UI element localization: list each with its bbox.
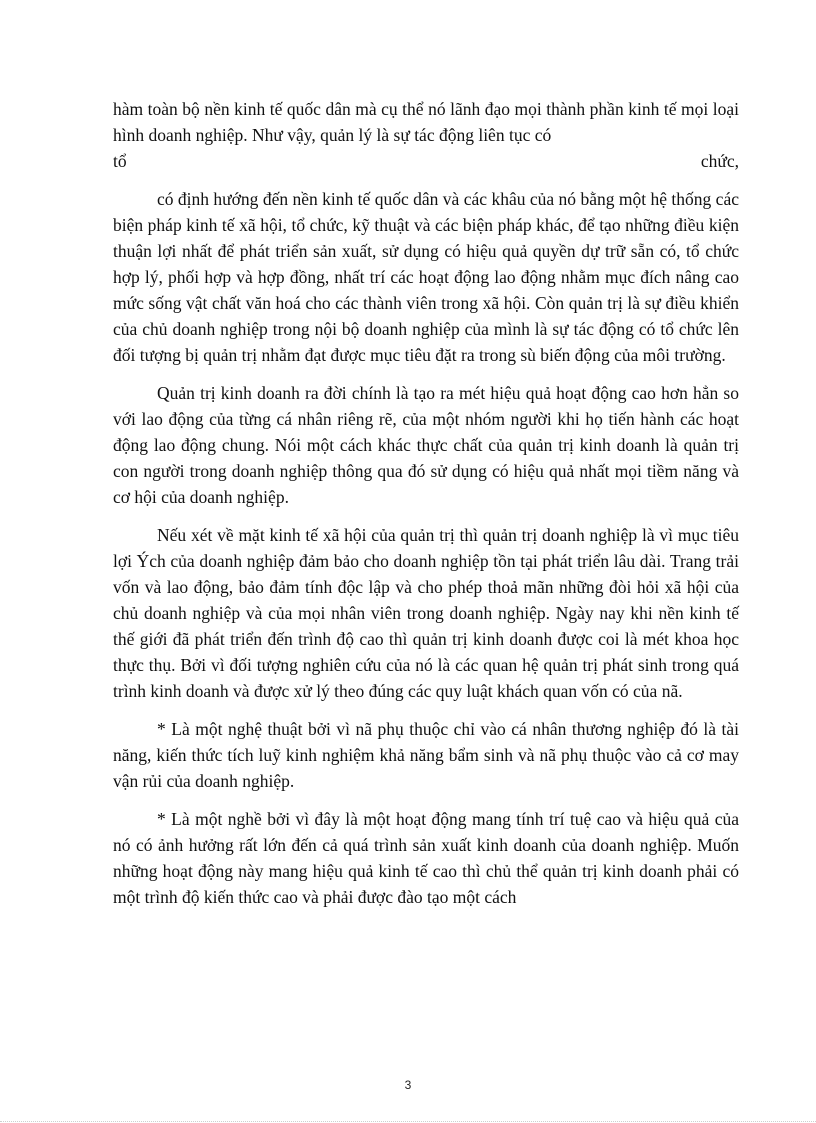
split-line [113,148,739,174]
paragraph: * Là một nghề bởi vì đây là một hoạt động mang tính trí tuệ cao và hiệu quả của nó có ảnh hưởng rất lớn đến cả quá trình sản xuất kinh doanh của doanh nghiệp. Muốn những hoạt động này mang hiệu quả kinh tế cao thì chủ thể quản trị kinh doanh phải có một trình độ kiến thức cao và phải được đào tạo một cách [113,809,739,907]
page-number: 3 [404,1078,412,1092]
split-line-right: chức, [700,151,739,171]
paragraph: Quản trị kinh doanh ra đời chính là tạo ra mét hiệu quả hoạt động cao hơn hẳn so với lao động của từng cá nhân riêng rẽ, của một nhóm người khi họ tiến hành các hoạt động lao động chung. Nói một cách khác thực chất của quản trị kinh doanh là quản trị con người trong doanh nghiệp thông qua đó sử dụng có hiệu quả nhất mọi tiềm năng và cơ hội của doanh nghiệp. [113,383,739,507]
page-bottom-divider [0,1121,816,1122]
paragraph: có định hướng đến nền kinh tế quốc dân và các khâu của nó bằng một hệ thống các biện pháp kinh tế xã hội, tổ chức, kỹ thuật và các biện pháp khác, để tạo những điều kiện thuận lợi nhất để phát triển sản xuất, sử dụng có hiệu quả quyền dự trữ sẵn có, tổ chức hợp lý, phối hợp và hợp đồng, nhất trí các hoạt động lao động nhằm mục đích nâng cao mức sống vật chất văn hoá cho các thành viên trong xã hội. Còn quản trị là sự điều khiển của chủ doanh nghiệp trong nội bộ doanh nghiệp của mình là sự tác động có tổ chức lên đối tượng bị quản trị nhằm đạt được mục tiêu đặt ra trong sù biến động của môi trường. [113,189,739,365]
document-body [113,96,739,922]
paragraph: hàm toàn bộ nền kinh tế quốc dân mà cụ thể nó lãnh đạo mọi thành phần kinh tế mọi loại hình doanh nghiệp. Như vậy, quản lý là sự tác động liên tục có [113,99,739,145]
paragraph: * Là một nghệ thuật bởi vì nã phụ thuộc chỉ vào cá nhân thương nghiệp đó là tài năng, kiến thức tích luỹ kinh nghiệm khả năng bẩm sinh và nã phụ thuộc vào cả cơ may vận rủi của doanh nghiệp. [113,719,739,791]
split-line-left: tổ [113,151,127,171]
paragraph: Nếu xét về mặt kinh tế xã hội của quản trị thì quản trị doanh nghiệp là vì mục tiêu lợi Ých của doanh nghiệp đảm bảo cho doanh nghiệp tồn tại phát triển lâu dài. Trang trải vốn và lao động, bảo đảm tính độc lập và cho phép thoả mãn những đòi hỏi xã hội của chủ doanh nghiệp và của mọi nhân viên trong doanh nghiệp. Ngày nay khi nền kinh tế thế giới đã phát triển đến trình độ cao thì quản trị kinh doanh được coi là mét khoa học thực thụ. Bởi vì đối tượng nghiên cứu của nó là các quan hệ quản trị phát sinh trong quá trình kinh doanh và được xử lý theo đúng các quy luật khách quan vốn có của nã. [113,525,739,701]
